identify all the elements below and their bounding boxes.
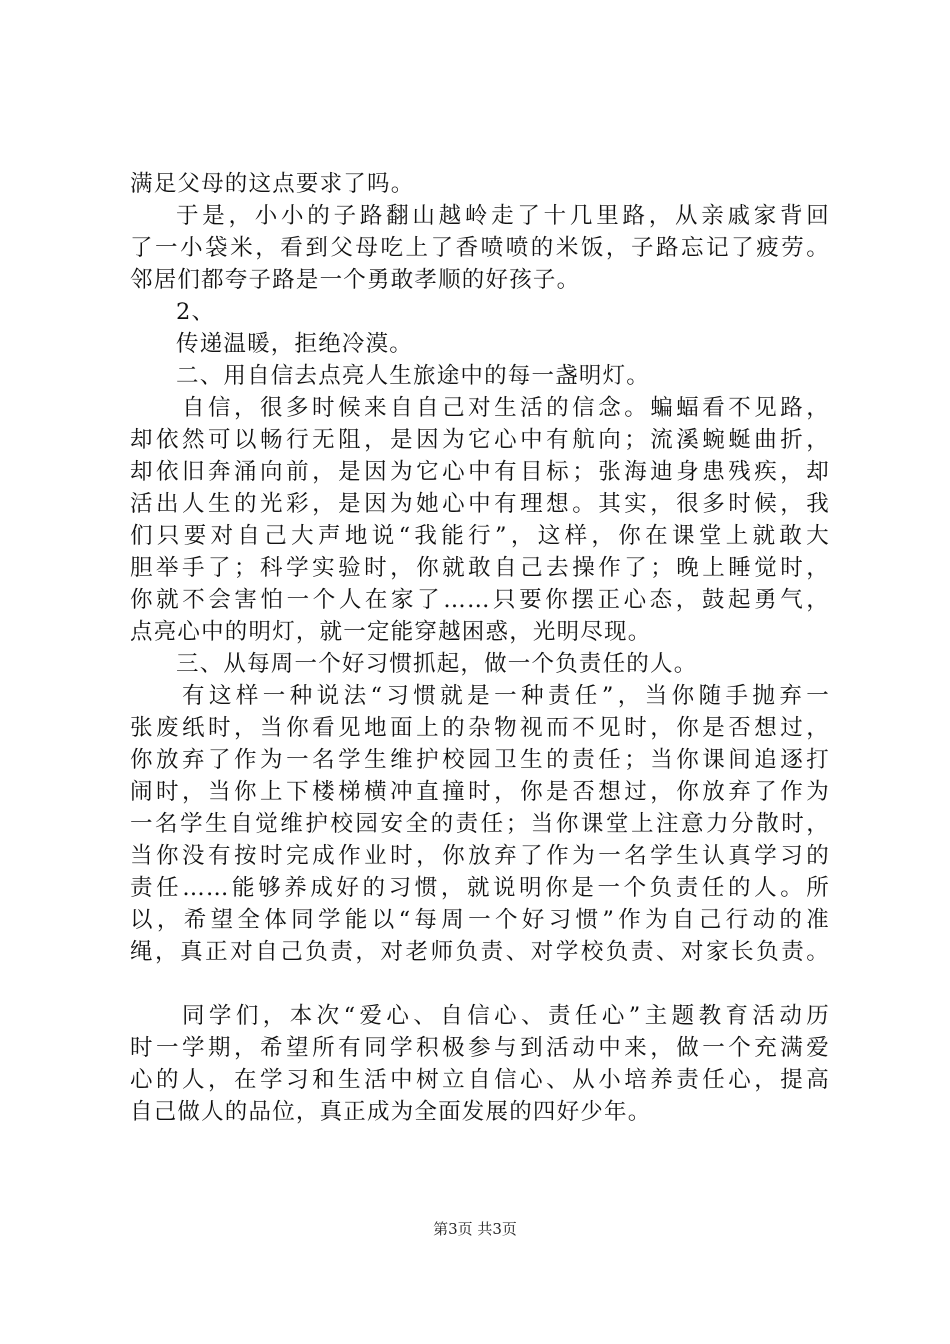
text-line: 心的人，在学习和生活中树立自信心、从小培养责任心，提高	[130, 1067, 830, 1093]
paragraph-gap	[130, 968, 830, 1000]
text-line: 胆举手了；科学实验时，你就敢自己去操作了；晚上睡觉时，	[130, 555, 830, 581]
text-line: 自信，很多时候来自自己对生活的信念。蝙蝠看不见路，	[182, 395, 830, 421]
text-line: 时一学期，希望所有同学积极参与到活动中来，做一个充满爱	[130, 1035, 830, 1061]
text-line: 你就不会害怕一个人在家了……只要你摆正心态，鼓起勇气，	[130, 587, 830, 613]
text-line: 满足父母的这点要求了吗。	[130, 171, 415, 197]
list-number: 2、	[176, 299, 216, 325]
text-line: 邻居们都夸子路是一个勇敢孝顺的好孩子。	[130, 267, 581, 293]
text-line: 传递温暖，拒绝冷漠。	[176, 331, 414, 357]
section-heading-2: 二、用自信去点亮人生旅途中的每一盏明灯。	[176, 363, 651, 389]
section-heading-3: 三、从每周一个好习惯抓起，做一个负责任的人。	[176, 651, 698, 677]
text-line: 点亮心中的明灯，就一定能穿越困惑，光明尽现。	[130, 619, 652, 645]
text-line: 于是，小小的子路翻山越岭走了十几里路，从亲戚家背回	[176, 203, 830, 229]
text-line: 却依然可以畅行无阻，是因为它心中有航向；流溪蜿蜒曲折，	[130, 427, 830, 453]
text-line: 们只要对自己大声地说“我能行”，这样，你在课堂上就敢大	[130, 523, 830, 549]
text-line: 有这样一种说法“习惯就是一种责任”，当你随手抛弃一	[182, 683, 830, 709]
text-line: 同学们，本次“爱心、自信心、责任心”主题教育活动历	[182, 1003, 830, 1029]
text-line: 张废纸时，当你看见地面上的杂物视而不见时，你是否想过，	[130, 715, 830, 741]
text-line: 活出人生的光彩，是因为她心中有理想。其实，很多时候，我	[130, 491, 830, 517]
text-line: 了一小袋米，看到父母吃上了香喷喷的米饭，子路忘记了疲劳。	[130, 235, 830, 261]
text-line: 绳，真正对自己负责，对老师负责、对学校负责、对家长负责。	[130, 939, 830, 965]
page-number-footer: 第3页 共3页	[433, 1220, 517, 1238]
text-line: 一名学生自觉维护校园安全的责任；当你课堂上注意力分散时，	[130, 811, 830, 837]
document-body	[130, 168, 830, 1128]
text-line: 闹时，当你上下楼梯横冲直撞时，你是否想过，你放弃了作为	[130, 779, 830, 805]
text-line: 却依旧奔涌向前，是因为它心中有目标；张海迪身患残疾，却	[130, 459, 830, 485]
text-line: 以，希望全体同学能以“每周一个好习惯”作为自己行动的准	[130, 907, 830, 933]
text-line: 自己做人的品位，真正成为全面发展的四好少年。	[130, 1099, 652, 1125]
text-line: 当你没有按时完成作业时，你放弃了作为一名学生认真学习的	[130, 843, 830, 869]
text-line: 责任……能够养成好的习惯，就说明你是一个负责任的人。所	[130, 875, 830, 901]
text-line: 你放弃了作为一名学生维护校园卫生的责任；当你课间追逐打	[130, 747, 830, 773]
